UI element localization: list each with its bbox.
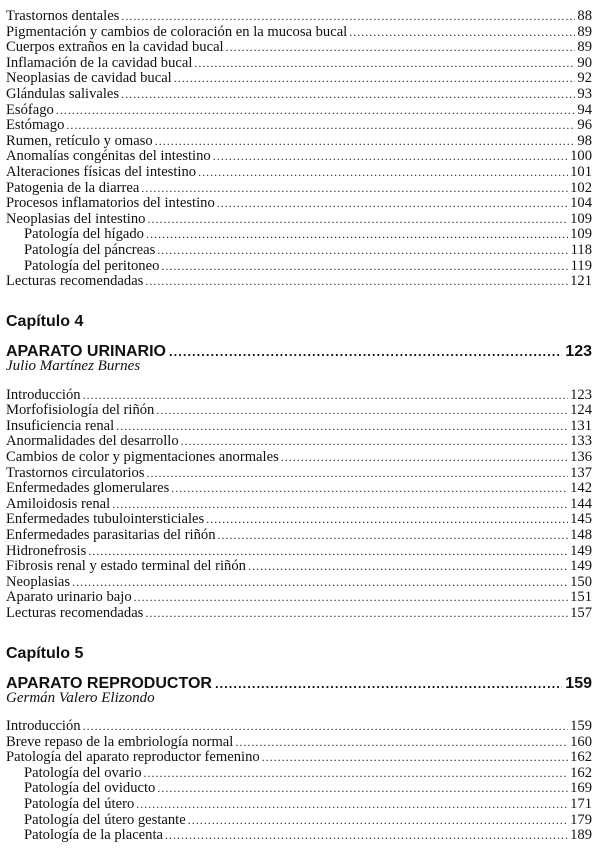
toc-entry [6,165,592,180]
toc-entry-label: Amiloidosis renal [6,495,111,512]
leader-dots [218,528,569,543]
toc-entry-page: 131 [570,417,592,434]
chapter-5-title: APARATO REPRODUCTOR [6,675,212,692]
toc-entry-page: 149 [570,558,592,575]
toc-entry [6,388,592,403]
toc-entry-label: Enfermedades glomerulares [6,480,170,497]
toc-entry-label: Patología del oviducto [24,780,156,797]
toc-entry-label: Introducción [6,718,81,734]
toc-entry-page: 119 [570,257,592,274]
leader-dots [136,797,568,812]
leader-dots [116,419,568,434]
toc-entry-page: 157 [570,604,592,621]
leader-dots [83,388,569,403]
leader-dots [349,25,575,40]
leader-dots [161,259,568,274]
toc-entry-page: 101 [570,164,592,180]
toc-subentry [24,766,592,781]
toc-entry-label: Trastornos dentales [6,8,120,24]
toc-entry-page: 162 [570,764,592,781]
toc-entry-label: Neoplasias del intestino [6,210,146,227]
toc-entry-label: Morfofisiología del riñón [6,402,155,419]
toc-entry [6,212,592,227]
toc-entry-page: 159 [570,718,592,734]
toc-entry [6,87,592,102]
chapter-4-page: 123 [565,343,592,360]
leader-dots [198,165,568,180]
toc-entry [6,134,592,149]
leader-dots [194,56,575,71]
toc-entry-page: 109 [570,226,592,243]
toc-entry-label: Procesos inflamatorios del intestino [6,195,215,212]
toc-entry-page: 123 [570,386,592,403]
toc-subentry [24,243,592,258]
toc-entry-label: Breve repaso de la embriología normal [6,733,234,750]
chapter-5-author: Germán Valero Elizondo [6,690,155,706]
toc-entry [6,512,592,527]
chapter-4-title: APARATO URINARIO [6,343,166,360]
leader-dots [121,9,575,24]
toc-entry-page: 151 [570,589,592,606]
toc-entry-label: Lecturas recomendadas [6,273,144,290]
toc-entry-label: Pigmentación y cambios de coloración en la mucosa bucal [6,23,348,40]
toc-entry [6,575,592,590]
toc-entry-page: 169 [570,780,592,797]
leader-dots [156,403,568,418]
toc-entry-label: Cambios de color y pigmentaciones anormales [6,448,279,465]
toc-entry-page: 124 [570,402,592,419]
toc-entry-page: 144 [570,495,592,512]
toc-entry-label: Insuficiencia renal [6,417,115,434]
toc-entry-page: 89 [577,23,592,40]
toc-entry-page: 162 [570,749,592,766]
leader-dots [157,781,568,796]
toc-entry [6,274,592,289]
toc-entry [6,56,592,71]
toc-subentry [24,797,592,812]
toc-subentry [24,227,592,242]
leader-dots [169,344,562,359]
toc-entry-label: Neoplasias [6,573,71,590]
toc-entry-label: Patología del páncreas [24,242,156,258]
toc-entry [6,528,592,543]
leader-dots [165,828,568,843]
toc-entry [6,118,592,133]
toc-entry-page: 100 [570,148,592,165]
toc-entry [6,149,592,164]
toc-entry-page: 137 [570,464,592,481]
toc-entry-label: Enfermedades tubulointersticiales [6,511,205,528]
toc-entry-label: Esófago [6,101,54,118]
leader-dots [174,71,576,86]
leader-dots [145,606,568,621]
toc-subentry [24,828,592,843]
toc-entry-page: 109 [570,210,592,227]
leader-dots [206,512,568,527]
toc-entry-label: Patología del útero [24,796,135,812]
toc-entry-label: Anomalías congénitas del intestino [6,148,211,165]
leader-dots [217,196,568,211]
leader-dots [248,559,568,574]
toc-entry-page: 93 [577,86,592,102]
leader-dots [147,212,568,227]
toc-entry-page: 118 [570,242,592,258]
leader-dots [281,450,568,465]
leader-dots [144,766,569,781]
leader-dots [226,40,576,55]
toc-subentry [24,259,592,274]
toc-entry-label: Rumen, retículo y omaso [6,132,153,149]
toc-entry-label: Glándulas salivales [6,86,120,102]
toc-entry [6,735,592,750]
toc-entry-label: Estómago [6,117,65,134]
leader-dots [121,87,575,102]
toc-entry-label: Patología de la placenta [24,827,163,844]
chapter-4-author: Julio Martínez Burnes [6,358,141,374]
chapter-5-page: 159 [565,675,592,692]
toc-entry-label: Trastornos circulatorios [6,464,145,481]
toc-entry [6,434,592,449]
leader-dots [145,274,568,289]
toc-entry [6,25,592,40]
toc-entry-label: Fibrosis renal y estado terminal del riñón [6,558,246,575]
toc-entry-page: 98 [577,132,592,149]
toc-entry-label: Introducción [6,386,81,403]
toc-entry-label: Inflamación de la cavidad bucal [6,54,193,71]
leader-dots [112,497,568,512]
toc-entry-page: 90 [577,54,592,71]
toc-entry-page: 160 [570,733,592,750]
toc-entry [6,559,592,574]
toc-entry [6,196,592,211]
toc-entry-label: Patología del aparato reproductor femenino [6,749,260,766]
toc-entry-label: Cuerpos extraños en la cavidad bucal [6,39,224,56]
toc-entry [6,450,592,465]
toc-entry [6,750,592,765]
toc-entry [6,590,592,605]
leader-dots [88,544,568,559]
toc-entry-label: Aparato urinario bajo [6,589,132,606]
toc-entry-page: 145 [570,511,592,528]
toc-entry-label: Alteraciones físicas del intestino [6,164,197,180]
leader-dots [157,243,568,258]
toc-entry-label: Patología del peritoneo [24,257,160,274]
leader-dots [72,575,568,590]
leader-dots [146,227,568,242]
toc-entry-page: 136 [570,448,592,465]
toc-entry-page: 89 [577,39,592,56]
leader-dots [213,149,568,164]
toc-entry-page: 88 [577,8,592,24]
leader-dots [181,434,568,449]
chapter-5-label: Capítulo 5 [6,645,84,662]
leader-dots [141,181,568,196]
toc-entry-page: 133 [570,433,592,450]
toc-entry-label: Patología del ovario [24,764,142,781]
toc-entry [6,9,592,24]
leader-dots [262,750,568,765]
toc-subentry [24,813,592,828]
toc-entry-label: Patogenia de la diarrea [6,179,140,196]
toc-entry [6,466,592,481]
toc-entry [6,497,592,512]
toc-entry [6,419,592,434]
toc-entry [6,103,592,118]
leader-dots [235,735,568,750]
toc-entry [6,40,592,55]
toc-entry-label: Lecturas recomendadas [6,604,144,621]
leader-dots [215,676,562,691]
toc-entry-page: 104 [570,195,592,212]
toc-entry-label: Enfermedades parasitarias del riñón [6,526,216,543]
toc-entry-label: Anormalidades del desarrollo [6,433,179,450]
toc-entry [6,544,592,559]
leader-dots [147,466,569,481]
leader-dots [188,813,568,828]
toc-entry [6,481,592,496]
leader-dots [155,134,576,149]
leader-dots [66,118,575,133]
toc-entry-page: 189 [570,827,592,844]
leader-dots [83,719,569,734]
toc-entry-page: 121 [570,273,592,290]
toc-entry-label: Hidronefrosis [6,542,87,559]
toc-entry-page: 94 [577,101,592,118]
toc-entry-page: 96 [577,117,592,134]
toc-entry-page: 142 [570,480,592,497]
toc-entry-page: 148 [570,526,592,543]
toc-entry-page: 149 [570,542,592,559]
toc-subentry [24,781,592,796]
chapter-4-label: Capítulo 4 [6,313,84,330]
toc-entry [6,181,592,196]
leader-dots [134,590,568,605]
leader-dots [56,103,576,118]
toc-entry-page: 171 [570,796,592,812]
leader-dots [171,481,568,496]
toc-entry [6,606,592,621]
toc-entry [6,719,592,734]
toc-entry-label: Patología del útero gestante [24,811,186,828]
toc-entry-label: Patología del hígado [24,226,144,243]
toc-entry [6,403,592,418]
toc-entry-page: 150 [570,573,592,590]
toc-entry-page: 102 [570,179,592,196]
toc-entry-page: 92 [577,70,592,87]
toc-entry-page: 179 [570,811,592,828]
toc-entry-label: Neoplasias de cavidad bucal [6,70,172,87]
toc-entry [6,71,592,86]
